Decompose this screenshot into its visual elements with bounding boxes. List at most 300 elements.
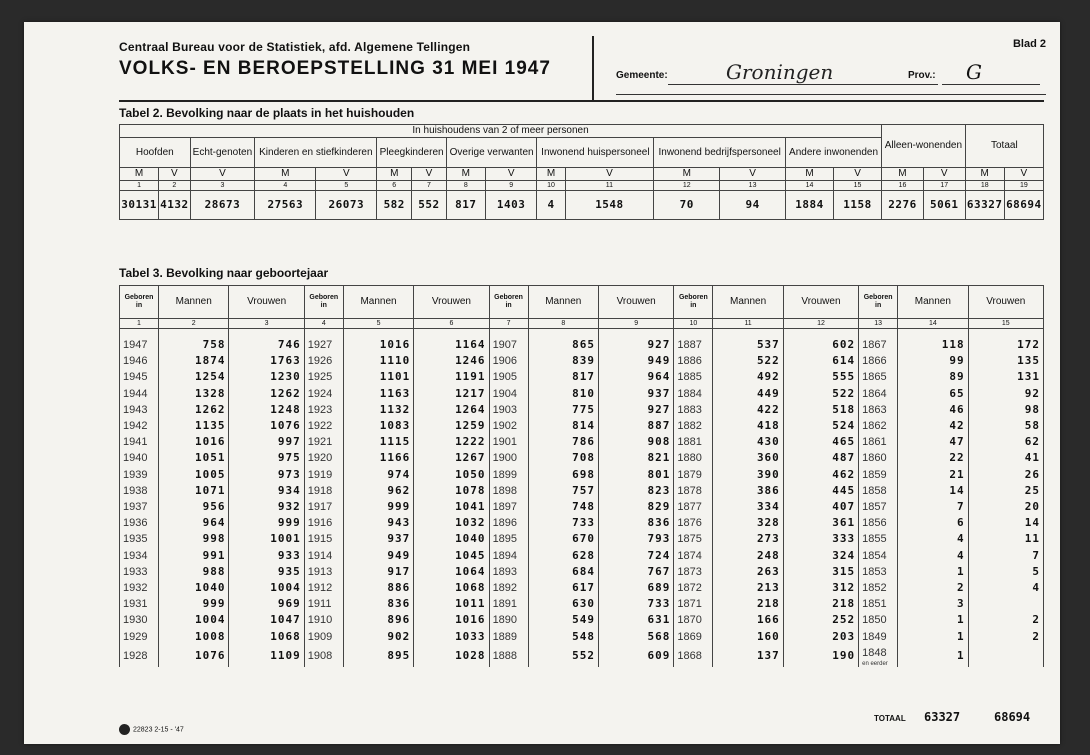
birth-year: 1908: [304, 645, 343, 667]
mannen-value: 991: [159, 548, 229, 564]
vrouwen-value: 969: [229, 596, 304, 612]
mannen-value: 449: [713, 386, 783, 402]
vrouwen-value: 927: [599, 402, 674, 418]
mv-cell: V: [190, 168, 255, 181]
vrouwen-value: 933: [229, 548, 304, 564]
birth-year: 1872: [674, 580, 713, 596]
col-vrouwen: Vrouwen: [599, 286, 674, 319]
mannen-value: 273: [713, 531, 783, 547]
col-echtgenoten: Echt-genoten: [190, 138, 255, 168]
print-code: [119, 724, 184, 735]
mannen-value: 248: [713, 548, 783, 564]
value-cell: 28673: [190, 191, 255, 220]
birth-year: 1850: [859, 612, 898, 628]
vrouwen-value: 1191: [414, 369, 489, 385]
col-bedrijfspersoneel: Inwonend bedrijfspersoneel: [654, 138, 786, 168]
birth-year: 1920: [304, 450, 343, 466]
vrouwen-value: 934: [229, 483, 304, 499]
header-rule: [616, 94, 1046, 95]
table-row: [120, 548, 1044, 564]
birth-year: 1851: [859, 596, 898, 612]
table-row: [120, 450, 1044, 466]
print-code-text: 22823 2-15 - '47: [133, 726, 184, 734]
table-row: [120, 418, 1044, 434]
vrouwen-value: 312: [783, 580, 858, 596]
vrouwen-value: 1109: [229, 645, 304, 667]
vrouwen-value: 1267: [414, 450, 489, 466]
birth-year: 1944: [120, 386, 159, 402]
mannen-value: 2: [898, 580, 968, 596]
mv-cell: M: [446, 168, 485, 181]
totaal-label: TOTAAL: [874, 714, 906, 723]
col-vrouwen: Vrouwen: [229, 286, 304, 319]
col-mannen: Mannen: [159, 286, 229, 319]
birth-year: 1914: [304, 548, 343, 564]
mannen-value: 1071: [159, 483, 229, 499]
table3-title: Tabel 3. Bevolking naar geboortejaar: [119, 266, 329, 280]
mannen-value: 1110: [343, 353, 413, 369]
birth-year: 1925: [304, 369, 343, 385]
birth-year: 1940: [120, 450, 159, 466]
birth-year: 1931: [120, 596, 159, 612]
value-cell: 4: [537, 191, 565, 220]
mv-cell: V: [316, 168, 377, 181]
header-left: [119, 40, 589, 80]
vrouwen-value: 1050: [414, 467, 489, 483]
birth-year: 1932: [120, 580, 159, 596]
mannen-value: 684: [528, 564, 598, 580]
totaal-mannen: 63327: [924, 710, 961, 724]
mannen-value: 708: [528, 450, 598, 466]
vrouwen-value: 997: [229, 434, 304, 450]
birth-year: 1874: [674, 548, 713, 564]
vrouwen-value: 11: [968, 531, 1043, 547]
col-vrouwen: Vrouwen: [968, 286, 1043, 319]
mannen-value: 1: [898, 612, 968, 628]
vrouwen-value: 821: [599, 450, 674, 466]
value-cell: 1403: [485, 191, 537, 220]
vrouwen-value: 41: [968, 450, 1043, 466]
mannen-value: 1874: [159, 353, 229, 369]
mv-cell: M: [786, 168, 834, 181]
col-geboren: Geboren in: [304, 286, 343, 319]
birth-year: 1922: [304, 418, 343, 434]
vrouwen-value: 836: [599, 515, 674, 531]
colnum-cell: 6: [377, 181, 412, 191]
birth-year: 1912: [304, 580, 343, 596]
colnum-cell: 1: [120, 181, 159, 191]
colnum-cell: 13: [720, 181, 786, 191]
birth-year: 1903: [489, 402, 528, 418]
vrouwen-value: 1068: [414, 580, 489, 596]
table3-header-row: [120, 286, 1044, 319]
birth-year: 1934: [120, 548, 159, 564]
mannen-value: 810: [528, 386, 598, 402]
mv-cell: M: [537, 168, 565, 181]
mannen-value: 1: [898, 564, 968, 580]
mannen-value: 218: [713, 596, 783, 612]
vrouwen-value: 767: [599, 564, 674, 580]
table-row: [120, 467, 1044, 483]
mannen-value: 1115: [343, 434, 413, 450]
vrouwen-value: 829: [599, 499, 674, 515]
form-title: VOLKS- EN BEROEPSTELLING 31 MEI 1947: [119, 58, 551, 79]
gemeente-line: [668, 84, 938, 85]
colnum-cell: 18: [965, 181, 1004, 191]
colnum-cell: 4: [304, 319, 343, 329]
table3-colnum-row: [120, 319, 1044, 329]
mannen-value: 1163: [343, 386, 413, 402]
mannen-value: 964: [159, 515, 229, 531]
colnum-cell: 7: [489, 319, 528, 329]
colnum-cell: 11: [713, 319, 783, 329]
birth-year: 1905: [489, 369, 528, 385]
colnum-cell: 4: [255, 181, 316, 191]
col-geboren: Geboren in: [859, 286, 898, 319]
vrouwen-value: 1076: [229, 418, 304, 434]
vrouwen-value: 1217: [414, 386, 489, 402]
mannen-value: 522: [713, 353, 783, 369]
mannen-value: 22: [898, 450, 968, 466]
mannen-value: 698: [528, 467, 598, 483]
vrouwen-value: 25: [968, 483, 1043, 499]
mannen-value: 47: [898, 434, 968, 450]
mv-cell: M: [120, 168, 159, 181]
value-cell: 94: [720, 191, 786, 220]
mannen-value: 334: [713, 499, 783, 515]
mannen-value: 160: [713, 629, 783, 645]
mannen-value: 213: [713, 580, 783, 596]
vrouwen-value: 1064: [414, 564, 489, 580]
vrouwen-value: 1004: [229, 580, 304, 596]
vrouwen-value: 315: [783, 564, 858, 580]
vrouwen-value: 522: [783, 386, 858, 402]
colnum-cell: 13: [859, 319, 898, 329]
value-cell: 30131: [120, 191, 159, 220]
table-row: [120, 612, 1044, 628]
mannen-value: 42: [898, 418, 968, 434]
vrouwen-value: 1045: [414, 548, 489, 564]
mannen-value: 998: [159, 531, 229, 547]
vrouwen-value: 20: [968, 499, 1043, 515]
mannen-value: 3: [898, 596, 968, 612]
table-row: [120, 386, 1044, 402]
value-cell: 552: [412, 191, 447, 220]
vrouwen-value: 98: [968, 402, 1043, 418]
mannen-value: 1008: [159, 629, 229, 645]
mannen-value: 1166: [343, 450, 413, 466]
mannen-value: 943: [343, 515, 413, 531]
vrouwen-value: 252: [783, 612, 858, 628]
mv-cell: M: [654, 168, 720, 181]
vrouwen-value: 602: [783, 329, 858, 354]
mannen-value: 670: [528, 531, 598, 547]
birth-year: 1873: [674, 564, 713, 580]
mannen-value: 46: [898, 402, 968, 418]
vrouwen-value: 887: [599, 418, 674, 434]
mannen-value: 786: [528, 434, 598, 450]
vrouwen-value: 823: [599, 483, 674, 499]
birth-year: 1855: [859, 531, 898, 547]
vrouwen-value: 218: [783, 596, 858, 612]
vrouwen-value: 487: [783, 450, 858, 466]
col-overige: Overige verwanten: [446, 138, 537, 168]
vrouwen-value: 949: [599, 353, 674, 369]
birth-year: 1870: [674, 612, 713, 628]
birth-year: 1866: [859, 353, 898, 369]
mannen-value: 937: [343, 531, 413, 547]
value-cell: 5061: [923, 191, 965, 220]
mannen-value: 1016: [343, 329, 413, 354]
birth-year: 1860: [859, 450, 898, 466]
col-geboren: Geboren in: [489, 286, 528, 319]
mannen-value: 1016: [159, 434, 229, 450]
mannen-value: 492: [713, 369, 783, 385]
mv-cell: V: [565, 168, 654, 181]
mannen-value: 758: [159, 329, 229, 354]
mannen-value: 817: [528, 369, 598, 385]
birth-year: 1902: [489, 418, 528, 434]
page-number: Blad 2: [1012, 38, 1046, 50]
col-geboren: Geboren in: [674, 286, 713, 319]
colnum-cell: 10: [674, 319, 713, 329]
mannen-value: 386: [713, 483, 783, 499]
colnum-cell: 5: [343, 319, 413, 329]
vrouwen-value: 908: [599, 434, 674, 450]
value-cell: 1548: [565, 191, 654, 220]
vrouwen-value: 518: [783, 402, 858, 418]
colnum-cell: 12: [783, 319, 858, 329]
vrouwen-value: 568: [599, 629, 674, 645]
vrouwen-value: [968, 596, 1043, 612]
values-row: [120, 191, 1044, 220]
prov-value: G: [966, 60, 982, 84]
mv-cell: V: [923, 168, 965, 181]
mannen-value: 14: [898, 483, 968, 499]
prov-label: Prov.:: [908, 70, 936, 81]
gemeente-row: [616, 62, 1046, 88]
mannen-value: 949: [343, 548, 413, 564]
mannen-value: 628: [528, 548, 598, 564]
birth-year: 1936: [120, 515, 159, 531]
birth-year: 1858: [859, 483, 898, 499]
colnum-cell: 14: [898, 319, 968, 329]
birth-year: 1862: [859, 418, 898, 434]
vrouwen-value: 1164: [414, 329, 489, 354]
birth-year: 1880: [674, 450, 713, 466]
birth-year: 1848 en eerder: [859, 645, 898, 667]
table-row: [120, 483, 1044, 499]
birth-year: 1900: [489, 450, 528, 466]
mannen-value: 1005: [159, 467, 229, 483]
mannen-value: 1076: [159, 645, 229, 667]
birth-year: 1927: [304, 329, 343, 354]
birth-year: 1868: [674, 645, 713, 667]
colnum-cell: 9: [599, 319, 674, 329]
birth-year: 1893: [489, 564, 528, 580]
vrouwen-value: 1011: [414, 596, 489, 612]
vrouwen-value: 2: [968, 629, 1043, 645]
birth-year: 1853: [859, 564, 898, 580]
vrouwen-value: 1040: [414, 531, 489, 547]
table2: [119, 124, 1044, 220]
vrouwen-value: 1246: [414, 353, 489, 369]
col-geboren: Geboren in: [120, 286, 159, 319]
value-cell: 2276: [882, 191, 924, 220]
birth-year: 1933: [120, 564, 159, 580]
colnum-cell: 6: [414, 319, 489, 329]
mannen-value: 886: [343, 580, 413, 596]
mannen-value: 1083: [343, 418, 413, 434]
colnum-cell: 7: [412, 181, 447, 191]
birth-year: 1890: [489, 612, 528, 628]
census-form-sheet: [24, 22, 1060, 744]
value-cell: 1884: [786, 191, 834, 220]
mannen-value: 1254: [159, 369, 229, 385]
vrouwen-value: 733: [599, 596, 674, 612]
birth-year: 1887: [674, 329, 713, 354]
birth-year: 1947: [120, 329, 159, 354]
vrouwen-value: 1016: [414, 612, 489, 628]
mannen-value: 775: [528, 402, 598, 418]
mv-cell: V: [1004, 168, 1043, 181]
birth-year: 1892: [489, 580, 528, 596]
birth-year: 1897: [489, 499, 528, 515]
mannen-value: 6: [898, 515, 968, 531]
mannen-value: 328: [713, 515, 783, 531]
birth-year: 1911: [304, 596, 343, 612]
birth-year: 1904: [489, 386, 528, 402]
bureau-name: Centraal Bureau voor de Statistiek, afd. Algemene Tellingen: [119, 40, 471, 54]
mannen-value: 137: [713, 645, 783, 667]
birth-year: 1943: [120, 402, 159, 418]
colnum-cell: 15: [834, 181, 882, 191]
table-row: [120, 515, 1044, 531]
gemeente-value: Groningen: [726, 60, 834, 84]
table-row: [120, 329, 1044, 354]
birth-year: 1918: [304, 483, 343, 499]
mannen-value: 390: [713, 467, 783, 483]
colnum-cell: 16: [882, 181, 924, 191]
vrouwen-value: 462: [783, 467, 858, 483]
table-row: [120, 645, 1044, 667]
vrouwen-value: 7: [968, 548, 1043, 564]
col-hoofden: Hoofden: [120, 138, 191, 168]
vrouwen-value: 172: [968, 329, 1043, 354]
birth-year: 1888: [489, 645, 528, 667]
birth-year: 1916: [304, 515, 343, 531]
value-cell: 27563: [255, 191, 316, 220]
birth-year: 1941: [120, 434, 159, 450]
vrouwen-value: 524: [783, 418, 858, 434]
mannen-value: 999: [343, 499, 413, 515]
mannen-value: 360: [713, 450, 783, 466]
mannen-value: 895: [343, 645, 413, 667]
vrouwen-value: 1033: [414, 629, 489, 645]
vrouwen-value: 2: [968, 612, 1043, 628]
value-cell: 70: [654, 191, 720, 220]
birth-year: 1867: [859, 329, 898, 354]
vrouwen-value: 1068: [229, 629, 304, 645]
colnum-cell: 17: [923, 181, 965, 191]
birth-year: 1942: [120, 418, 159, 434]
col-andere: Andere inwonenden: [786, 138, 882, 168]
mv-cell: V: [412, 168, 447, 181]
vrouwen-value: 58: [968, 418, 1043, 434]
birth-year: 1865: [859, 369, 898, 385]
table-row: [120, 580, 1044, 596]
table-row: [120, 629, 1044, 645]
birth-year: 1939: [120, 467, 159, 483]
birth-year: 1869: [674, 629, 713, 645]
vrouwen-value: 724: [599, 548, 674, 564]
birth-year: 1854: [859, 548, 898, 564]
birth-year: 1910: [304, 612, 343, 628]
birth-year: 1946: [120, 353, 159, 369]
birth-year: 1923: [304, 402, 343, 418]
birth-year: 1906: [489, 353, 528, 369]
vrouwen-value: 62: [968, 434, 1043, 450]
mannen-value: 263: [713, 564, 783, 580]
table2-title: Tabel 2. Bevolking naar de plaats in het huishouden: [119, 106, 415, 120]
birth-year: 1913: [304, 564, 343, 580]
mv-cell: M: [882, 168, 924, 181]
mannen-value: 7: [898, 499, 968, 515]
mv-cell: M: [255, 168, 316, 181]
mannen-value: 4: [898, 531, 968, 547]
vrouwen-value: 937: [599, 386, 674, 402]
vrouwen-value: [968, 645, 1043, 667]
mannen-value: 1004: [159, 612, 229, 628]
vrouwen-value: 1230: [229, 369, 304, 385]
colnum-cell: 9: [485, 181, 537, 191]
birth-year: 1886: [674, 353, 713, 369]
table-row: [120, 564, 1044, 580]
mv-cell: V: [834, 168, 882, 181]
mannen-value: 839: [528, 353, 598, 369]
vrouwen-value: 1259: [414, 418, 489, 434]
value-cell: 26073: [316, 191, 377, 220]
colnum-row: [120, 181, 1044, 191]
vrouwen-value: 131: [968, 369, 1043, 385]
birth-year: 1857: [859, 499, 898, 515]
birth-year: 1875: [674, 531, 713, 547]
mannen-value: 418: [713, 418, 783, 434]
vrouwen-value: 1041: [414, 499, 489, 515]
mv-cell: M: [377, 168, 412, 181]
mannen-value: 548: [528, 629, 598, 645]
mannen-value: 1: [898, 629, 968, 645]
vrouwen-value: 932: [229, 499, 304, 515]
birth-year: 1863: [859, 402, 898, 418]
col-vrouwen: Vrouwen: [783, 286, 858, 319]
birth-year: 1919: [304, 467, 343, 483]
mannen-value: 1: [898, 645, 968, 667]
mannen-value: 836: [343, 596, 413, 612]
mannen-value: 902: [343, 629, 413, 645]
col-pleegkinderen: Pleegkinderen: [377, 138, 446, 168]
table3-body: [120, 329, 1044, 668]
vrouwen-value: 135: [968, 353, 1043, 369]
birth-year: 1882: [674, 418, 713, 434]
colnum-cell: 12: [654, 181, 720, 191]
mannen-value: 1040: [159, 580, 229, 596]
birth-year: 1879: [674, 467, 713, 483]
mannen-value: 865: [528, 329, 598, 354]
mannen-value: 1135: [159, 418, 229, 434]
col-vrouwen: Vrouwen: [414, 286, 489, 319]
vrouwen-value: 92: [968, 386, 1043, 402]
